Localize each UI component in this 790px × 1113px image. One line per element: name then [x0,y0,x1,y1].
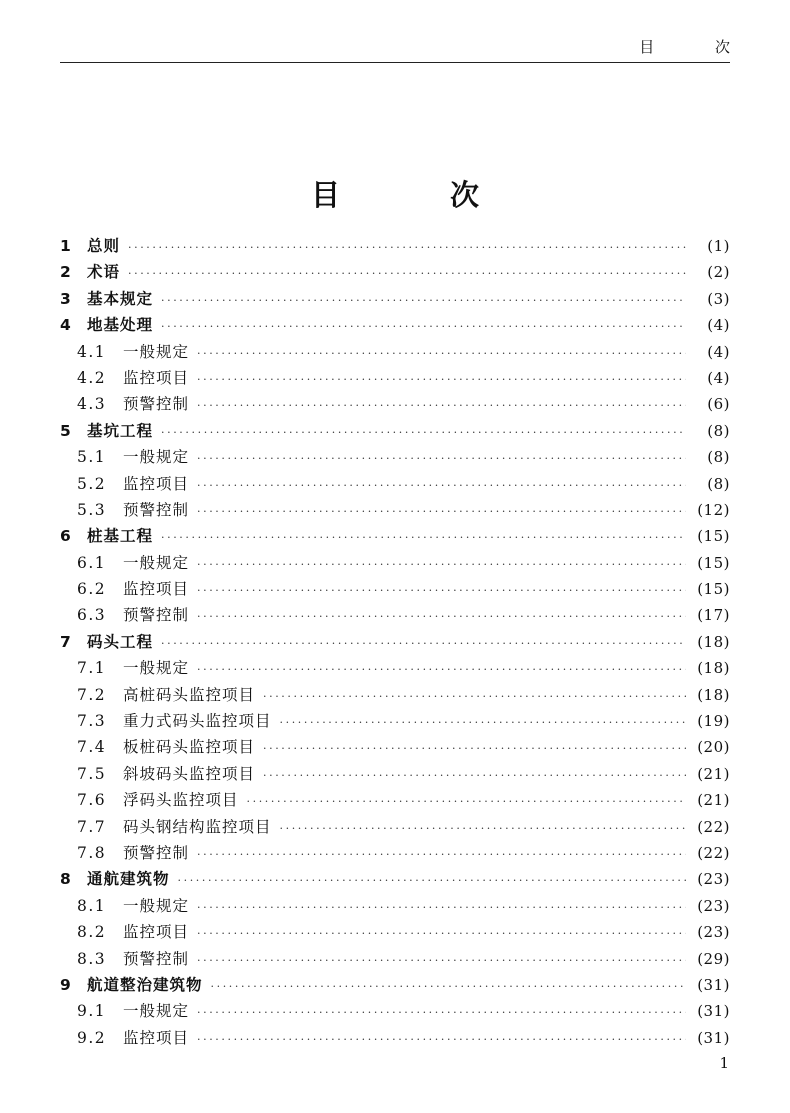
dot-leader [197,895,686,921]
toc-entry-page: (8) [707,421,730,440]
dot-leader [197,552,686,578]
toc-chapter-entry[interactable] [60,866,730,892]
toc-entry-page: (15) [697,527,730,546]
toc-entry-page: (2) [707,263,730,282]
toc-entry-page: (3) [707,289,730,308]
toc-chapter-entry[interactable] [60,286,730,312]
toc-section-entry[interactable] [60,444,730,470]
toc-entry-page: (31) [697,1028,730,1047]
toc-entry-page: (8) [707,474,730,493]
toc-entry-number: 9.2 [77,1028,107,1047]
running-head: 目 次 [639,38,758,56]
toc-entry-number: 8 [60,870,71,889]
toc-section-entry[interactable] [60,708,730,734]
toc-entry-title: 浮码头监控项目 [123,791,239,810]
toc-entry-number: 9 [60,975,71,994]
toc-entry-number: 5 [60,421,71,440]
header-rule [60,62,730,63]
toc-entry-number: 7.1 [77,659,107,678]
toc-entry-title: 基本规定 [87,289,154,308]
toc-section-entry[interactable] [60,787,730,813]
toc-entry-number: 6.3 [77,606,107,625]
dot-leader [280,710,686,736]
toc-entry-page: (21) [697,791,730,810]
toc-entry-number: 1 [60,237,71,255]
toc-entry-page: (15) [697,580,730,599]
toc-entry-page: (18) [697,659,730,678]
toc-entry-title: 地基处理 [87,316,154,335]
toc-entry-number: 6 [60,527,71,546]
toc-entry-number: 7.7 [77,817,107,836]
toc-entry-title: 监控项目 [123,923,190,942]
page-title: 目 次 [310,178,530,212]
dot-leader [197,393,686,419]
toc-entry-page: (4) [707,316,730,335]
toc-section-entry[interactable] [60,550,730,576]
dot-leader [197,842,686,868]
dot-leader [197,446,686,472]
toc-chapter-entry[interactable] [60,629,730,655]
dot-leader [280,816,686,842]
dot-leader [197,341,686,367]
toc-entry-number: 4.3 [77,395,107,414]
dot-leader [128,261,686,287]
toc-entry-title: 一般规定 [123,896,190,915]
toc-entry-number: 7 [60,632,71,651]
toc-entry-page: (18) [697,632,730,651]
toc-entry-page: (23) [697,870,730,889]
toc-entry-title: 预警控制 [123,606,190,625]
toc-entry-page: (31) [697,1002,730,1021]
toc-entry-title: 重力式码头监控项目 [123,712,272,731]
toc-entry-page: (22) [697,843,730,862]
dot-leader [247,789,686,815]
toc-entry-number: 8.1 [77,896,107,915]
toc-entry-title: 预警控制 [123,843,190,862]
dot-leader [197,367,686,393]
toc-entry-title: 术语 [87,263,121,282]
toc-entry-title: 监控项目 [123,580,190,599]
toc-entry-page: (15) [697,553,730,572]
dot-leader [263,763,686,789]
toc-entry-number: 7.8 [77,843,107,862]
toc-chapter-entry[interactable] [60,259,730,285]
toc-section-entry[interactable] [60,1025,730,1051]
toc-section-entry[interactable] [60,998,730,1024]
toc-entry-page: (29) [697,949,730,968]
dot-leader [128,235,686,261]
toc-entry-page: (18) [697,685,730,704]
page-number: 1 [719,1054,729,1072]
toc-entry-title: 基坑工程 [87,421,154,440]
toc-entry-title: 高桩码头监控项目 [123,685,256,704]
toc-entry-number: 7.4 [77,738,107,757]
toc-entry-number: 2 [60,263,71,282]
dot-leader [197,1027,686,1053]
dot-leader [197,473,686,499]
toc-section-entry[interactable] [60,682,730,708]
page-header [60,0,758,64]
toc-entry-title: 航道整治建筑物 [87,975,203,994]
toc-section-entry[interactable] [60,339,730,365]
toc-section-entry[interactable] [60,814,730,840]
toc-chapter-entry[interactable] [60,972,730,998]
toc-entry-number: 5.1 [77,448,107,467]
dot-leader [161,525,686,551]
toc-section-entry[interactable] [60,946,730,972]
toc-entry-title: 通航建筑物 [87,870,170,889]
toc-entry-title: 预警控制 [123,949,190,968]
dot-leader [197,921,686,947]
toc-entry-number: 7.6 [77,791,107,810]
toc-entry-title: 桩基工程 [87,527,154,546]
toc-entry-number: 6.1 [77,553,107,572]
toc-section-entry[interactable] [60,497,730,523]
toc-entry-title: 一般规定 [123,1002,190,1021]
toc-entry-title: 预警控制 [123,395,190,414]
toc-chapter-entry[interactable] [60,312,730,338]
toc-entry-number: 7.5 [77,764,107,783]
toc-section-entry[interactable] [60,655,730,681]
toc-entry-number: 4.1 [77,342,107,361]
toc-entry-title: 一般规定 [123,553,190,572]
toc-section-entry[interactable] [60,602,730,628]
toc-entry-page: (17) [697,606,730,625]
toc-entry-page: (4) [707,342,730,361]
toc-entry-title: 总则 [87,237,121,255]
toc-entry-title: 一般规定 [123,659,190,678]
dot-leader [197,1000,686,1026]
toc-entry-page: (19) [697,712,730,731]
toc-entry-number: 6.2 [77,580,107,599]
toc-entry-page: (31) [697,975,730,994]
toc-entry-title: 一般规定 [123,342,190,361]
dot-leader [263,736,686,762]
dot-leader [211,974,686,1000]
toc-section-entry[interactable] [60,734,730,760]
toc-entry-page: (4) [707,368,730,387]
dot-leader [161,314,686,340]
toc-entry-title: 码头工程 [87,632,154,651]
toc-entry-title: 码头钢结构监控项目 [123,817,272,836]
toc-entry-page: (12) [697,500,730,519]
toc-entry-page: (22) [697,817,730,836]
toc-entry-number: 5.2 [77,474,107,493]
toc-entry-page: (23) [697,896,730,915]
toc-section-entry[interactable] [60,893,730,919]
dot-leader [161,288,686,314]
toc-entry-number: 5.3 [77,500,107,519]
toc-entry-page: (1) [707,237,730,255]
toc-section-entry[interactable] [60,391,730,417]
toc-entry-number: 8.3 [77,949,107,968]
toc-entry-number: 4.2 [77,368,107,387]
toc-section-entry[interactable] [60,471,730,497]
toc-entry-title: 板桩码头监控项目 [123,738,256,757]
dot-leader [197,948,686,974]
toc-entry-number: 8.2 [77,923,107,942]
toc-entry-number: 4 [60,316,71,335]
toc-entry-number: 7.2 [77,685,107,704]
dot-leader [263,684,686,710]
toc-entry-page: (8) [707,448,730,467]
toc-entry-title: 监控项目 [123,368,190,387]
toc-chapter-entry[interactable] [60,418,730,444]
dot-leader [197,604,686,630]
toc-entry-number: 3 [60,289,71,308]
toc-chapter-entry[interactable] [60,523,730,549]
table-of-contents [60,233,730,1051]
toc-entry-page: (20) [697,738,730,757]
dot-leader [178,868,686,894]
toc-entry-number: 9.1 [77,1002,107,1021]
toc-entry-title: 监控项目 [123,1028,190,1047]
toc-entry-title: 预警控制 [123,500,190,519]
dot-leader [197,499,686,525]
toc-entry-number: 7.3 [77,712,107,731]
toc-entry-title: 斜坡码头监控项目 [123,764,256,783]
dot-leader [197,578,686,604]
toc-section-entry[interactable] [60,919,730,945]
toc-section-entry[interactable] [60,761,730,787]
dot-leader [161,631,686,657]
toc-section-entry[interactable] [60,576,730,602]
toc-entry-title: 一般规定 [123,448,190,467]
toc-chapter-entry[interactable] [60,233,730,259]
dot-leader [197,657,686,683]
toc-section-entry[interactable] [60,365,730,391]
toc-section-entry[interactable] [60,840,730,866]
toc-entry-title: 监控项目 [123,474,190,493]
toc-entry-page: (6) [707,395,730,414]
toc-entry-page: (23) [697,923,730,942]
dot-leader [161,420,686,446]
toc-entry-page: (21) [697,764,730,783]
